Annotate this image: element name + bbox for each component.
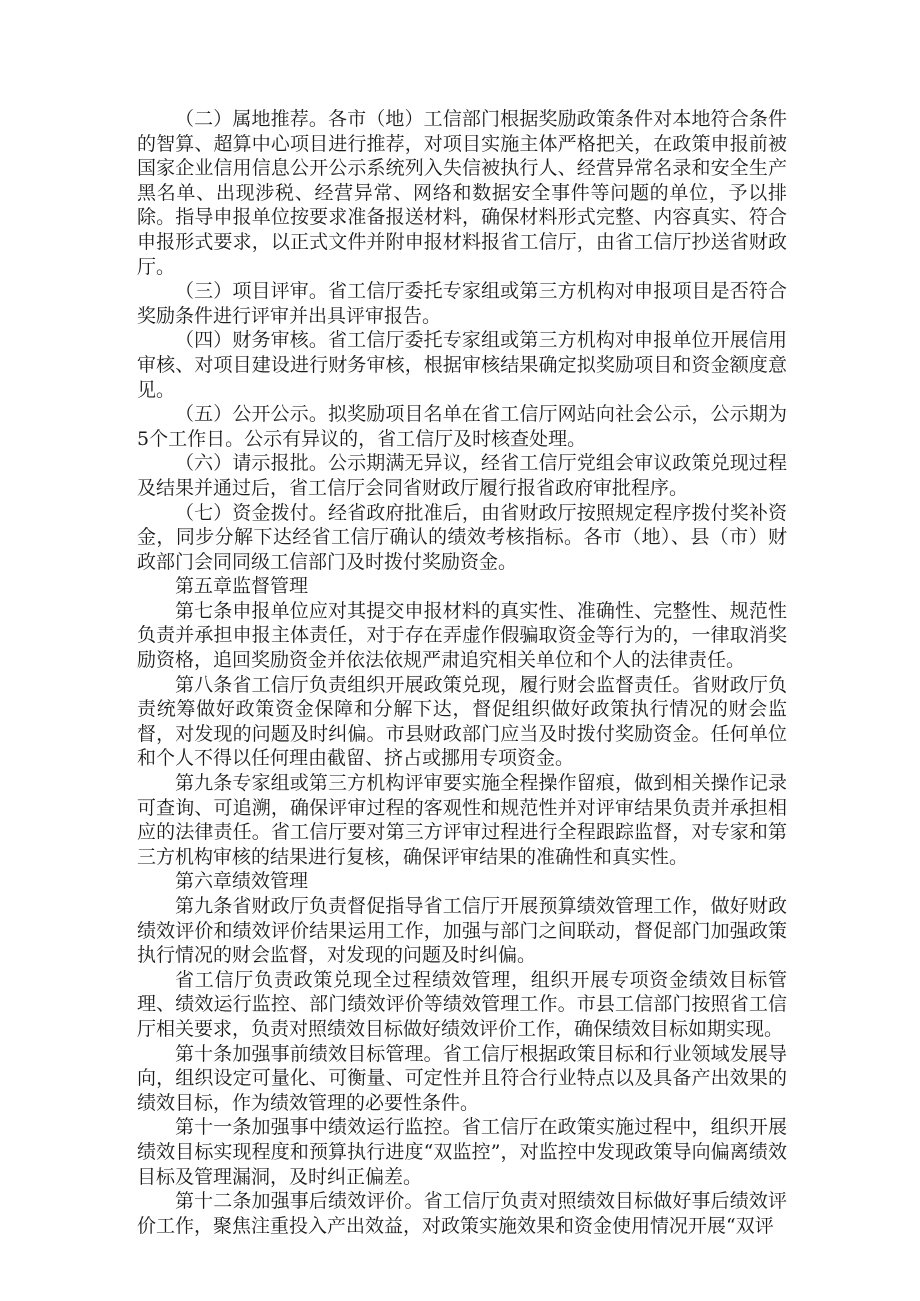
paragraph-item-4: （四）财务审核。省工信厅委托专家组或第三方机构对申报单位开展信用审核、对项目建设进行财务审核，根据审核结果确定拟奖励项目和资金额度意见。 xyxy=(137,329,787,401)
paragraph-item-6: （六）请示报批。公示期满无异议，经省工信厅党组会审议政策兑现过程及结果并通过后，省工信厅会同省财政厅履行报省政府审批程序。 xyxy=(137,452,787,499)
article-7: 第七条申报单位应对其提交申报材料的真实性、准确性、完整性、规范性负责并承担申报主体责任，对于存在弄虚作假骗取资金等行为的，一律取消奖励资格，追回奖励资金并依法依规严肃追究相关单位和个人的法律责任。 xyxy=(137,599,787,672)
chapter-heading-6: 第六章绩效管理 xyxy=(175,870,309,893)
paragraph-item-5: （五）公开公示。拟奖励项目名单在省工信厅网站向社会公示，公示期为5个工作日。公示有异议的，省工信厅及时核查处理。 xyxy=(137,403,787,450)
article-8: 第八条省工信厅负责组织开展政策兑现，履行财会监督责任。省财政厅负责统筹做好政策资金保障和分解下达，督促组织做好政策执行情况的财会监督，对发现的问题及时纠偏。市县财政部门应当及时拨付奖励资金。任何单位和个人不得以任何理由截留、挤占或挪用专项资金。 xyxy=(137,673,787,770)
paragraph-item-7: （七）资金拨付。经省政府批准后，由省财政厅按照规定程序拨付奖补资金，同步分解下达经省工信厅确认的绩效考核指标。各市（地）、县（市）财政部门会同同级工信部门及时拨付奖励资金。 xyxy=(137,501,787,573)
article-9-performance: 第九条省财政厅负责督促指导省工信厅开展预算绩效管理工作，做好财政绩效评价和绩效评价结果运用工作，加强与部门之间联动，督促部门加强政策执行情况的财会监督，对发现的问题及时纠偏。 xyxy=(137,895,787,967)
article-12: 第十二条加强事后绩效评价。省工信厅负责对照绩效目标做好事后绩效评价工作，聚焦注重投入产出效益，对政策实施效果和资金使用情况开展“双评 xyxy=(137,1190,787,1237)
chapter-heading-5: 第五章监督管理 xyxy=(175,575,309,598)
paragraph-performance-management: 省工信厅负责政策兑现全过程绩效管理，组织开展专项资金绩效目标管理、绩效运行监控、部门绩效评价等绩效管理工作。市县工信部门按照省工信厅相关要求，负责对照绩效目标做好绩效评价工作，确保绩效目标如期实现。 xyxy=(137,968,787,1040)
article-11: 第十一条加强事中绩效运行监控。省工信厅在政策实施过程中，组织开展绩效目标实现程度和预算执行进度“双监控”，对监控中发现政策导向偏离绩效目标及管理漏洞，及时纠正偏差。 xyxy=(137,1116,787,1188)
article-9-review: 第九条专家组或第三方机构评审要实施全程操作留痕，做到相关操作记录可查询、可追溯，确保评审过程的客观性和规范性并对评审结果负责并承担相应的法律责任。省工信厅要对第三方评审过程进行全程跟踪监督，对专家和第三方机构审核的结果进行复核，确保评审结果的准确性和真实性。 xyxy=(137,772,787,868)
article-10: 第十条加强事前绩效目标管理。省工信厅根据政策目标和行业领域发展导向，组织设定可量化、可衡量、可定性并且符合行业特点以及具备产出效果的绩效目标，作为绩效管理的必要性条件。 xyxy=(137,1042,787,1114)
paragraph-item-2: （二）属地推荐。各市（地）工信部门根据奖励政策条件对本地符合条件的智算、超算中心项目进行推荐，对项目实施主体严格把关，在政策申报前被国家企业信用信息公开公示系统列入失信被执行人、经营异常名录和安全生产黑名单、出现涉税、经营异常、网络和数据安全事件等问题的单位，予以排除。指导申报单位按要求准备报送材料，确保材料形式完整、内容真实、符合申报形式要求，以正式文件并附申报材料报省工信厅，由省工信厅抄送省财政厅。 xyxy=(137,108,787,278)
paragraph-item-3: （三）项目评审。省工信厅委托专家组或第三方机构对申报项目是否符合奖励条件进行评审并出具评审报告。 xyxy=(137,280,787,327)
document-body xyxy=(137,107,787,1238)
